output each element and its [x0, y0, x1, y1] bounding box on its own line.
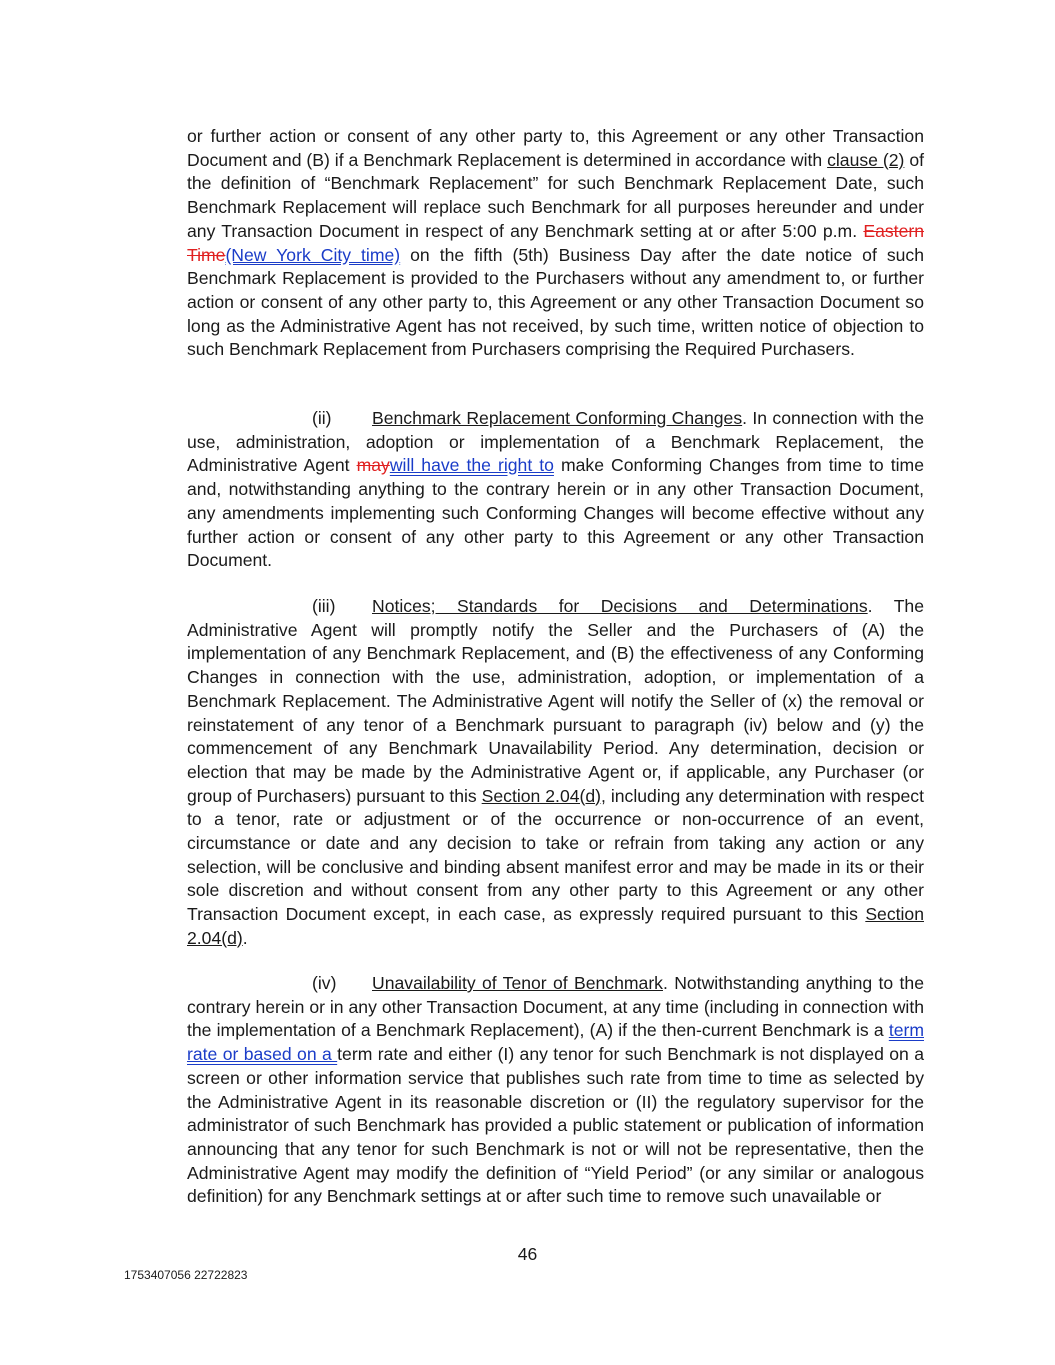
text-run: of the definition of “Benchmark Replacement” for such Benchmark Replacement Date, such Benchmark Replacement will replace such Benchmark for all purposes hereunder and under any Transaction Document in respect of any Benchmark setting at or after 5:00 p.m. — [187, 149, 924, 241]
section-reference: Section 2.04(d) — [481, 785, 602, 806]
inserted-text: will have the right to — [389, 455, 554, 476]
paragraph-number: (iii) — [312, 596, 336, 616]
text-run: on the fifth (5th) Business Day after the date notice of such Benchmark Replacement is provided to the Purchasers without any amendment to, or further action or consent of any other party to, this Agreement or any other Transaction Document so long as the Administrative Agent has not received, by such time, written notice of objection to such Benchmark Replacement from Purchasers comprising the Required Purchasers. — [187, 244, 924, 360]
clause-reference: clause (2) — [827, 149, 905, 170]
text-run: or further action or consent of any other party to, this Agreement or any other Transaction Document and (B) if a Benchmark Replacement is determined in accordance with — [187, 126, 924, 170]
text-run: . Notwithstanding anything to the contrary herein or in any other Transaction Document, at any time (including in connection with the implementation of a Benchmark Replacement), (A) if the then-current Benchmark is a — [187, 973, 924, 1041]
paragraph-continuation — [187, 125, 924, 362]
text-run: . In connection with the use, administration, adoption or implementation of a Benchmark Replacement, the Administrative Agent — [187, 408, 924, 476]
text-run: . — [242, 927, 248, 948]
paragraph-ii — [187, 407, 924, 573]
inserted-text: term rate or based on a — [187, 1020, 924, 1065]
section-heading: Unavailability of Tenor of Benchmark — [372, 973, 663, 993]
paragraph-number: (ii) — [312, 408, 332, 428]
text-run: term rate and either (I) any tenor for such Benchmark is not displayed on a screen or other information service that publishes such rate from time to time as selected by the Administrative Agent in its reasonable discretion or (II) the regulatory supervisor for the administrator of such Benchmark has provided a public statement or publication of information announcing that any tenor for such Benchmark is not or will not be representative, then the Administrative Agent may modify the definition of “Yield Period” (or any similar or analogous definition) for any Benchmark settings at or after such time to remove such unavailable or — [187, 1044, 924, 1207]
document-id: 1753407056 22722823 — [124, 1268, 248, 1282]
section-reference: Section 2.04(d) — [187, 904, 924, 948]
deleted-text: may — [356, 455, 390, 476]
text-run: make Conforming Changes from time to time and, notwithstanding anything to the contrary herein or in any other Transaction Document, any amendments implementing such Conforming Changes will become effective without any further action or consent of any other party to this Agreement or any other Transaction Document. — [187, 455, 924, 571]
inserted-text: (New York City time) — [225, 244, 401, 265]
paragraph-iv — [187, 972, 924, 1209]
page-number: 46 — [517, 1244, 538, 1264]
paragraph-number: (iv) — [312, 973, 337, 993]
section-heading: Benchmark Replacement Conforming Changes — [372, 408, 743, 428]
deleted-text: Eastern Time — [187, 220, 924, 265]
text-run: , including any determination with respect to a tenor, rate or adjustment or of the occurrence or non-occurrence of an event, circumstance or date and any decision to take or refrain from taking any action or any selection, will be conclusive and binding absent manifest error and may be made in its or their sole discretion and without consent from any other party to this Agreement or any other Transaction Document except, in each case, as expressly required pursuant to this — [187, 785, 924, 925]
text-run: . The Administrative Agent will promptly notify the Seller and the Purchasers of (A) the implementation of any Benchmark Replacement, and (B) the effectiveness of any Conforming Changes in connection with the use, administration, adoption, or implementation of a Benchmark Replacement. The Administrative Agent will notify the Seller of (x) the removal or reinstatement of any tenor of a Benchmark pursuant to paragraph (iv) below and (y) the commencement of any Benchmark Unavailability Period. Any determination, decision or election that may be made by the Administrative Agent or, if applicable, any Purchaser (or group of Purchasers) pursuant to this — [187, 596, 925, 806]
paragraph-iii — [187, 595, 924, 951]
section-heading: Notices; Standards for Decisions and Determinations — [372, 596, 868, 616]
